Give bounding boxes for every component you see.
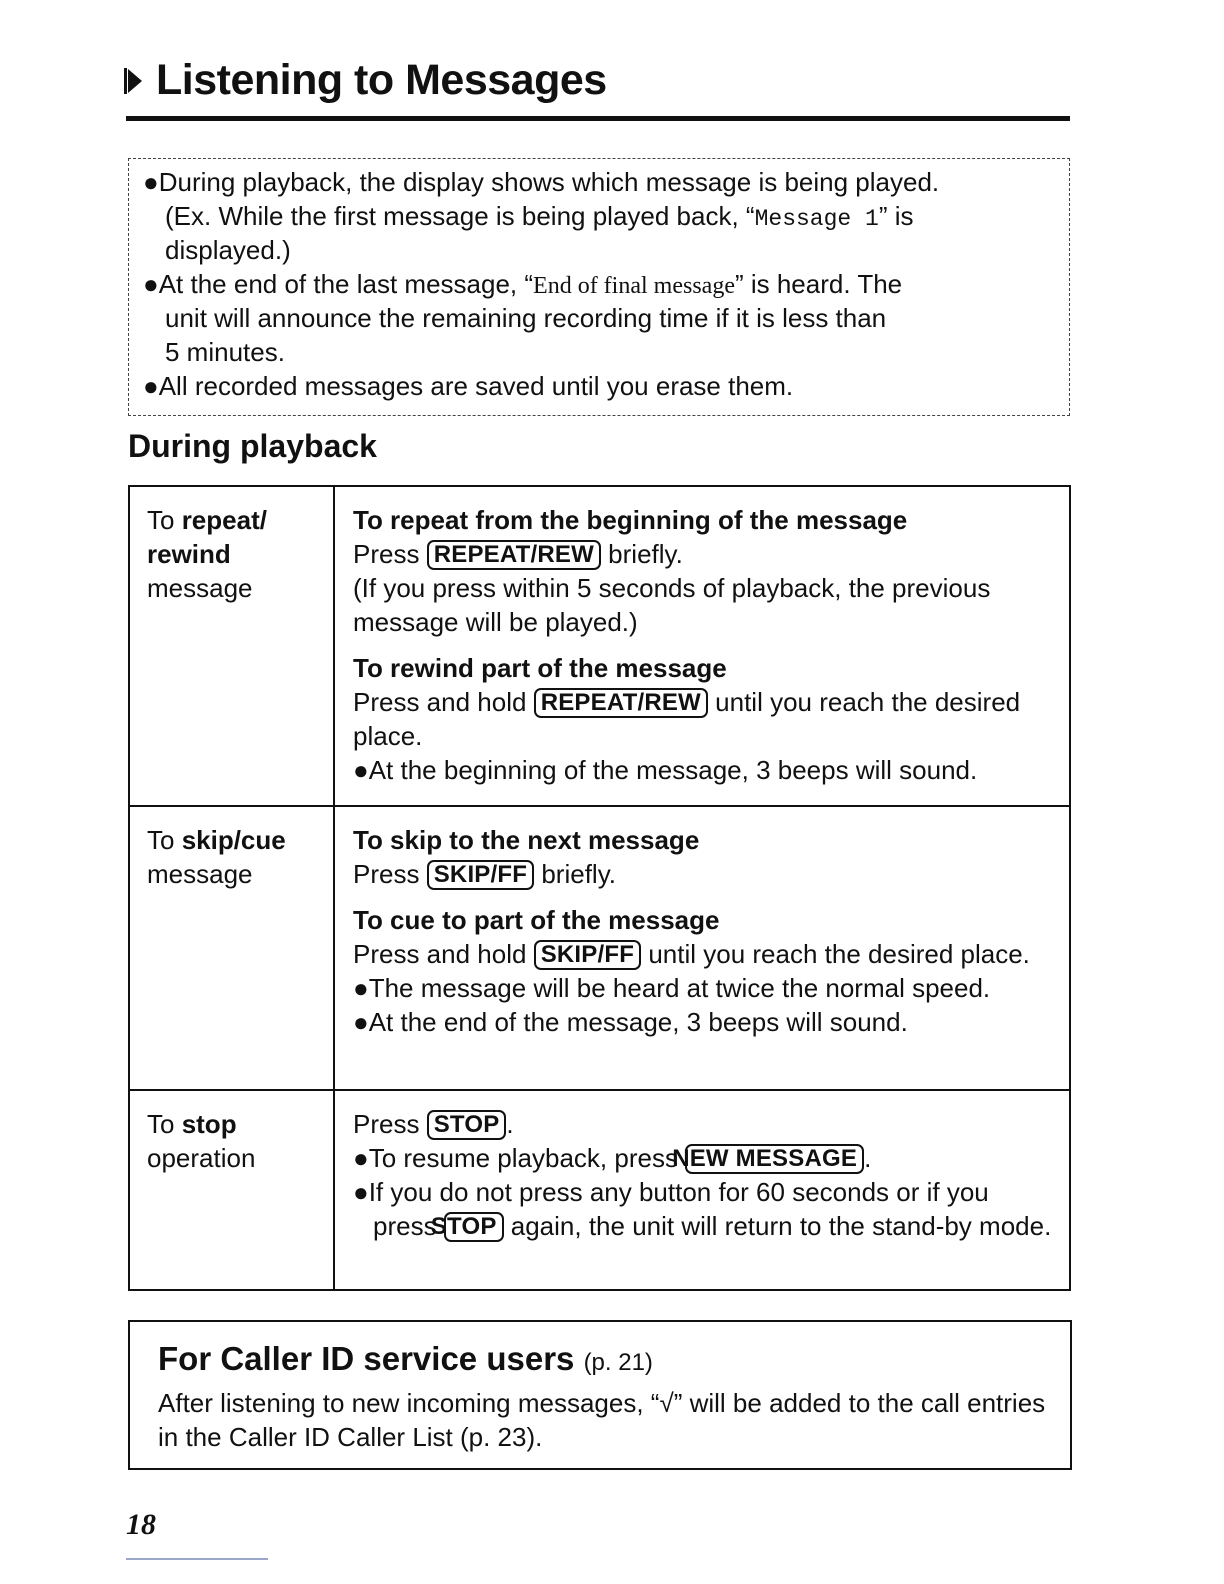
label-text: To — [147, 825, 182, 855]
instruction-section — [353, 823, 1055, 891]
label-bold: repeat/ — [181, 505, 267, 535]
play-arrow-icon — [122, 66, 144, 96]
table-row — [130, 487, 1069, 805]
note-text: ” is heard. The — [734, 269, 903, 299]
note-line: displayed.) — [165, 235, 291, 265]
row-label — [130, 1091, 335, 1289]
caller-id-title — [158, 1340, 653, 1378]
note-line — [143, 267, 902, 303]
label-text: message — [147, 859, 253, 889]
instruction-bullet: ●The message will be heard at twice the normal speed. — [353, 973, 991, 1003]
instruction-bullet — [353, 1141, 1055, 1175]
row-content — [335, 487, 1069, 805]
row-content — [335, 807, 1069, 1089]
stop-key: STOP — [444, 1212, 504, 1242]
instruction-text: Press — [353, 539, 420, 569]
instruction-line — [353, 857, 1055, 891]
instruction-line — [353, 937, 1055, 971]
caller-id-box — [128, 1320, 1072, 1470]
label-bold: rewind — [147, 539, 231, 569]
repeat-rew-key: REPEAT/REW — [427, 540, 601, 570]
table-row — [130, 1089, 1069, 1289]
instruction-line — [353, 685, 1055, 753]
note-text: ” is — [878, 201, 914, 231]
instruction-section — [353, 503, 1055, 639]
row-content — [335, 1091, 1069, 1289]
instruction-line — [353, 537, 1055, 571]
instruction-bullet: ●At the beginning of the message, 3 beeps will sound. — [353, 755, 978, 785]
instruction-text: ●If you do not press any button for 60 seconds or if you press — [353, 1177, 989, 1241]
note-text: (Ex. While the first message is being played back, “ — [165, 201, 755, 231]
title-rule — [126, 116, 1070, 121]
label-bold: stop — [181, 1109, 237, 1139]
skip-ff-key: SKIP/FF — [427, 860, 534, 890]
instruction-text: ●To resume playback, press — [353, 1143, 678, 1173]
note-line — [165, 199, 914, 236]
caller-id-body: After listening to new incoming messages, “√” will be added to the call entries in the Caller ID Caller List (p. 23). — [158, 1388, 1046, 1452]
instruction-section — [353, 651, 1055, 787]
skip-ff-key: SKIP/FF — [534, 940, 641, 970]
new-message-key: NEW MESSAGE — [685, 1144, 864, 1174]
voice-text: End of final message — [533, 273, 735, 299]
repeat-rew-key: REPEAT/REW — [534, 688, 708, 718]
instruction-text: Press — [353, 1109, 420, 1139]
page-title-text: Listening to Messages — [156, 56, 607, 104]
label-text: To — [147, 505, 182, 535]
instruction-text: Press — [353, 859, 420, 889]
instruction-note: (If you press within 5 seconds of playback, the previous message will be played.) — [353, 573, 991, 637]
row-label — [130, 807, 335, 1089]
row-label — [130, 487, 335, 805]
stop-key: STOP — [427, 1110, 507, 1140]
label-text: message — [147, 573, 253, 603]
instruction-text: . — [506, 1109, 514, 1139]
instruction-text: briefly. — [541, 859, 616, 889]
section-heading: During playback — [128, 428, 377, 464]
instruction-section — [353, 903, 1055, 1039]
label-bold: skip/cue — [181, 825, 286, 855]
instruction-line — [353, 1107, 1055, 1141]
page-reference: (p. 21) — [583, 1349, 653, 1376]
note-text: ●At the end of the last message, “ — [143, 269, 534, 299]
note-line: ●All recorded messages are saved until you erase them. — [143, 371, 794, 401]
label-text: operation — [147, 1143, 256, 1173]
instruction-bullet: ●At the end of the message, 3 beeps will sound. — [353, 1007, 908, 1037]
instruction-text: again, the unit will return to the stand-by mode. — [510, 1211, 1052, 1241]
notes-box — [128, 158, 1070, 416]
page-number: 18 — [126, 1508, 156, 1541]
display-text: Message 1 — [754, 206, 879, 232]
playback-table — [128, 485, 1071, 1291]
instruction-title: To skip to the next message — [353, 825, 700, 855]
note-line: ●During playback, the display shows which message is being played. — [143, 167, 940, 197]
table-row — [130, 805, 1069, 1089]
instruction-text: briefly. — [608, 539, 683, 569]
instruction-text: until you reach the desired place. — [353, 687, 1021, 751]
instruction-text: Press and hold — [353, 939, 527, 969]
instruction-text: . — [864, 1143, 872, 1173]
note-line: 5 minutes. — [165, 337, 285, 367]
instruction-bullet — [353, 1175, 1055, 1243]
caller-id-title-text: For Caller ID service users — [158, 1340, 575, 1377]
label-text: To — [147, 1109, 182, 1139]
instruction-text: until you reach the desired place. — [648, 939, 1030, 969]
instruction-title: To rewind part of the message — [353, 653, 727, 683]
footer-rule — [126, 1558, 268, 1560]
note-line: unit will announce the remaining recording time if it is less than — [165, 303, 887, 333]
instruction-title: To repeat from the beginning of the message — [353, 505, 908, 535]
instruction-text: Press and hold — [353, 687, 527, 717]
instruction-title: To cue to part of the message — [353, 905, 720, 935]
page-title — [122, 56, 607, 105]
